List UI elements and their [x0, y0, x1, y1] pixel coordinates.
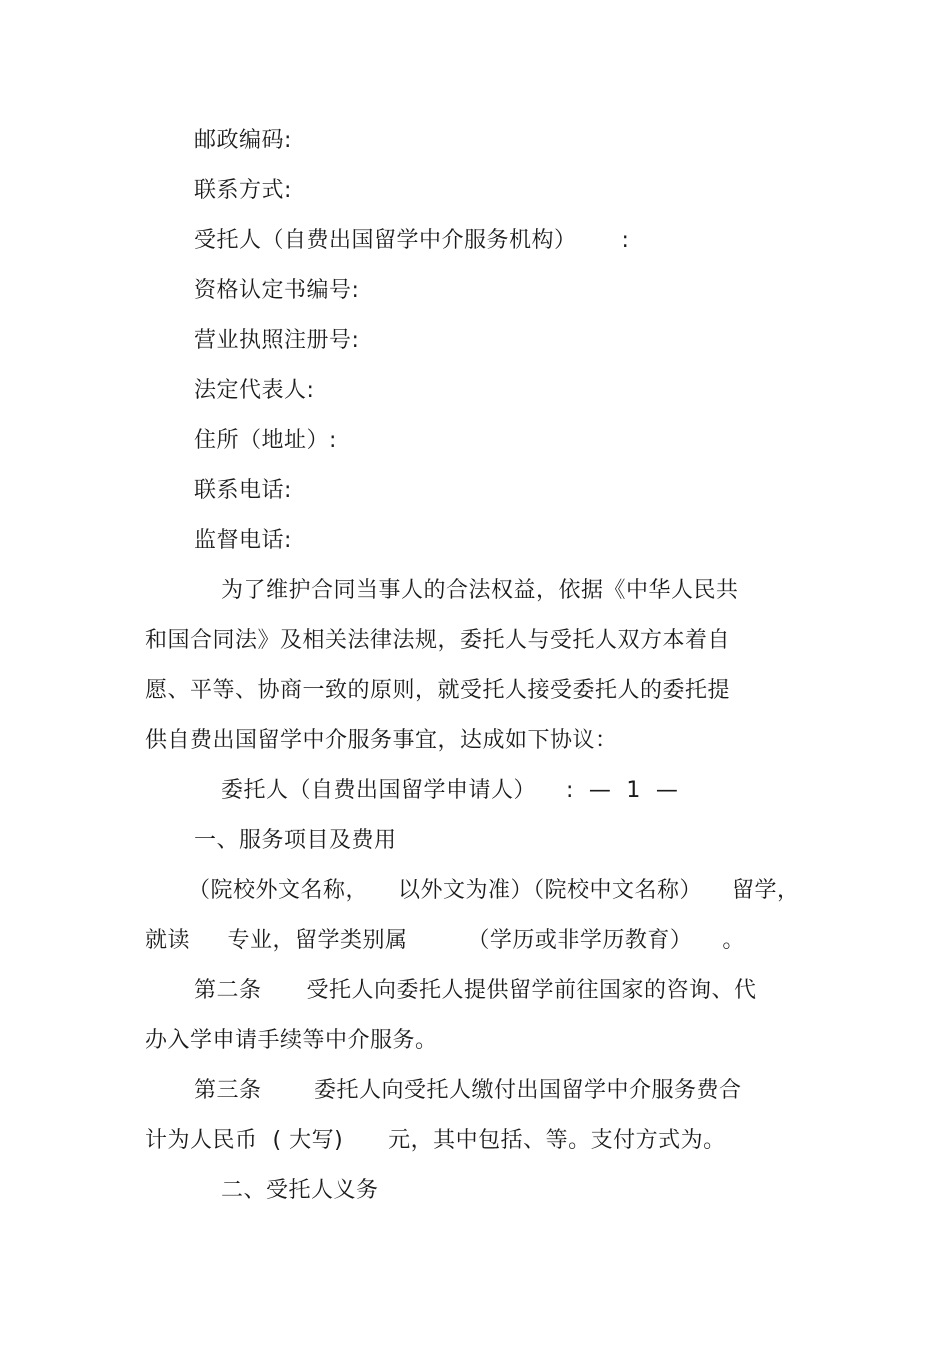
qualification-number-field: 资格认定书编号:	[194, 278, 360, 303]
trustee-field: 受托人（自费出国留学中介服务机构） :	[194, 228, 630, 253]
article-3-line: 第三条 委托人向受托人缴付出国留学中介服务费合	[194, 1078, 742, 1103]
school-line: 就读 专业，留学类别属 （学历或非学历教育） 。	[145, 928, 745, 953]
phone-field: 联系电话:	[194, 478, 292, 503]
preamble-line: 和国合同法》及相关法律法规，委托人与受托人双方本着自	[145, 628, 731, 653]
client-line: 委托人（自费出国留学申请人） : — 1 —	[221, 778, 679, 803]
school-line: （院校外文名称， 以外文为准）（院校中文名称） 留学，	[188, 878, 800, 903]
postal-code-field: 邮政编码:	[194, 128, 292, 153]
preamble-line: 供自费出国留学中介服务事宜，达成如下协议：	[145, 728, 618, 753]
section-2-title: 二、受托人义务	[221, 1178, 379, 1203]
address-field: 住所（地址）:	[194, 428, 337, 453]
section-1-title: 一、服务项目及费用	[194, 828, 397, 853]
business-license-field: 营业执照注册号:	[194, 328, 360, 353]
preamble-line: 愿、平等、协商一致的原则，就受托人接受委托人的委托提	[145, 678, 731, 703]
article-2-line: 第二条 受托人向委托人提供留学前往国家的咨询、代	[194, 978, 757, 1003]
preamble-line: 为了维护合同当事人的合法权益，依据《中华人民共	[221, 578, 739, 603]
supervision-phone-field: 监督电话:	[194, 528, 292, 553]
article-2-line: 办入学申请手续等中介服务。	[145, 1028, 438, 1053]
contact-field: 联系方式:	[194, 178, 292, 203]
legal-representative-field: 法定代表人:	[194, 378, 315, 403]
article-3-line: 计为人民币 ( 大写) 元，其中包括、等。支付方式为。	[145, 1128, 726, 1153]
